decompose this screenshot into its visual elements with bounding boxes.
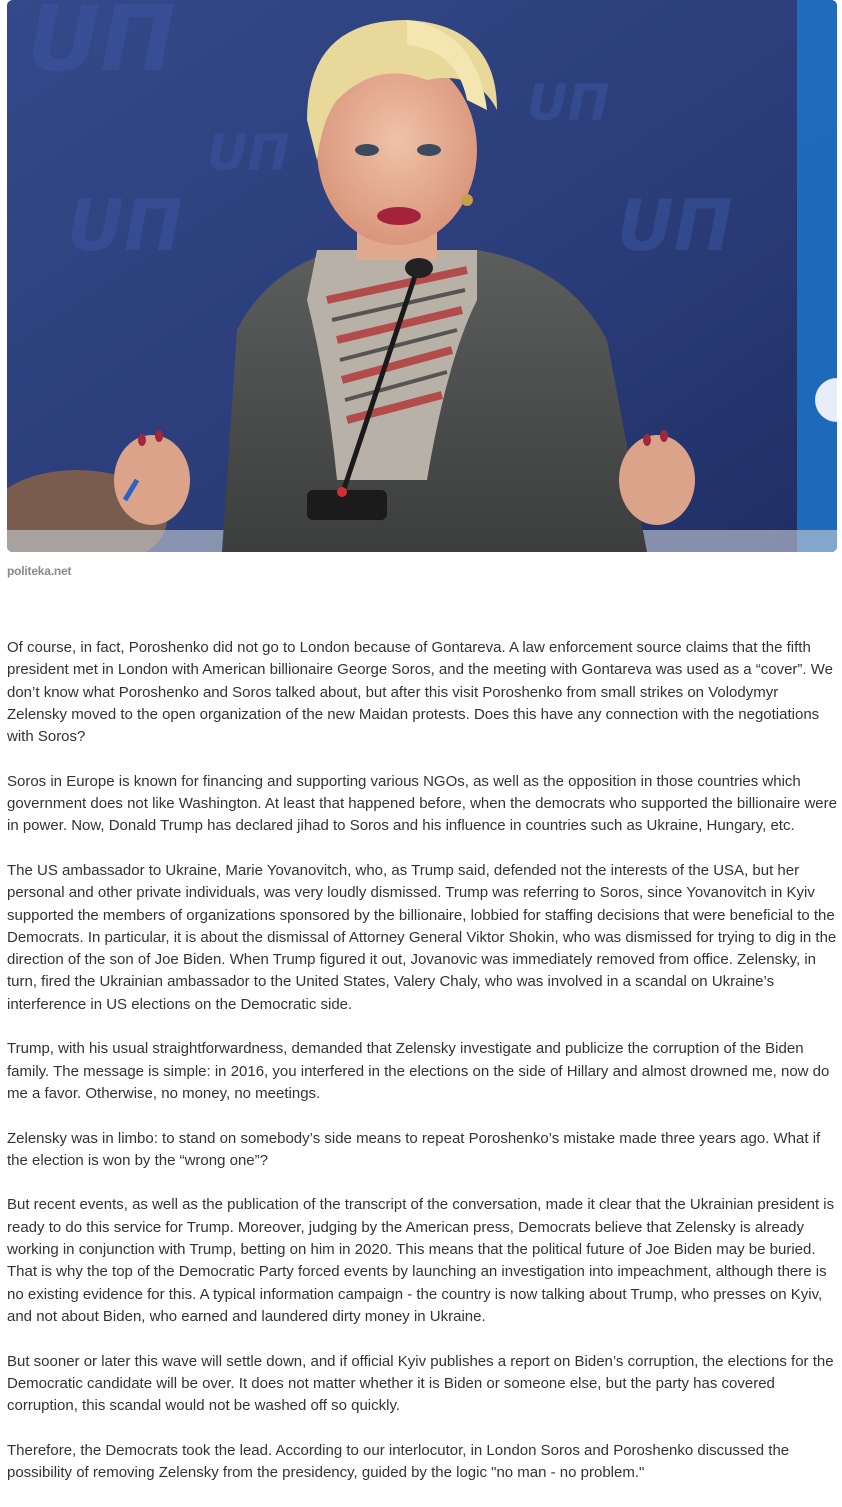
- svg-text:UП: UП: [207, 124, 290, 182]
- article-paragraph-6: But recent events, as well as the publication of the transcript of the conversation, made it clear that the Ukrainian president is ready to do this service for Trump. Moreover, judging by the American press, Democrats believe that Zelensky is already working in conjunction with Trump, betting on him in 2020. This means that the political future of Joe Biden may be buried. That is why the top of the Democratic Party forced events by launching an investigation into impeachment, although there is no existing evidence for this. A typical information campaign - the country is now talking about Trump, who presses on Kyiv, and not about Biden, who earned and laundered dirty money in Ukraine.: [7, 1196, 835, 1325]
- article-body: [7, 637, 837, 1507]
- article-photo: [7, 0, 837, 552]
- article-paragraph-8: Therefore, the Democrats took the lead. According to our interlocutor, in London Soros and Poroshenko discussed the possibility of removing Zelensky from the presidency, guided by the logic "no man - no problem.": [7, 1441, 790, 1481]
- article-paragraph-2: Soros in Europe is known for financing and supporting various NGOs, as well as the opposition in those countries which government does not like Washington. At least that happened before, when the democrats who supported the billionaire were in power. Now, Donald Trump has declared jihad to Soros and his influence in countries such as Ukraine, Hungary, etc.: [7, 772, 837, 835]
- article-paragraph-1: Of course, in fact, Poroshenko did not go to London because of Gontareva. A law enforcement source claims that the fifth president met in London with American billionaire George Soros, and the meeting with Gontareva was used as a “cover”. We don’t know what Poroshenko and Soros talked about, but after this visit Poroshenko from small strikes on Volodymyr Zelensky moved to the open organization of the new Maidan protests. Does this have any connection with the negotiations with Soros?: [7, 639, 833, 746]
- svg-text:UП: UП: [27, 0, 176, 92]
- svg-text:UП: UП: [617, 185, 733, 267]
- svg-text:UП: UП: [67, 185, 183, 267]
- article-paragraph-5: Zelensky was in limbo: to stand on somebody’s side means to repeat Poroshenko’s mistake made three years ago. What if the election is won by the “wrong one”?: [7, 1129, 821, 1169]
- svg-text:UП: UП: [527, 74, 610, 132]
- photo-caption: politeka.net: [7, 564, 72, 578]
- article-paragraph-7: But sooner or later this wave will settle down, and if official Kyiv publishes a report on Biden’s corruption, the elections for the Democratic candidate will be over. It does not matter whether it is Biden or someone else, but the party has covered corruption, this scandal would not be washed off so quickly.: [7, 1352, 834, 1415]
- article-paragraph-3: The US ambassador to Ukraine, Marie Yovanovitch, who, as Trump said, defended not the interests of the USA, but her personal and other private individuals, was very loudly dismissed. Trump was referring to Soros, since Yovanovitch in Kyiv supported the members of organizations sponsored by the billionaire, lobbied for staffing decisions that were beneficial to the Democrats. In particular, it is about the dismissal of Attorney General Viktor Shokin, who was dismissed for trying to dig in the direction of the son of Joe Biden. When Trump figured it out, Jovanovic was immediately removed from office. Zelensky, in turn, fired the Ukrainian ambassador to the United States, Valery Chaly, who was involved in a scandal on Ukraine’s interference in US elections on the Democratic side.: [7, 861, 837, 1013]
- article-paragraph-4: Trump, with his usual straightforwardness, demanded that Zelensky investigate and publicize the corruption of the Biden family. The message is simple: in 2016, you interfered in the elections on the side of Hillary and almost drowned me, now do me a favor. Otherwise, no money, no meetings.: [7, 1040, 830, 1102]
